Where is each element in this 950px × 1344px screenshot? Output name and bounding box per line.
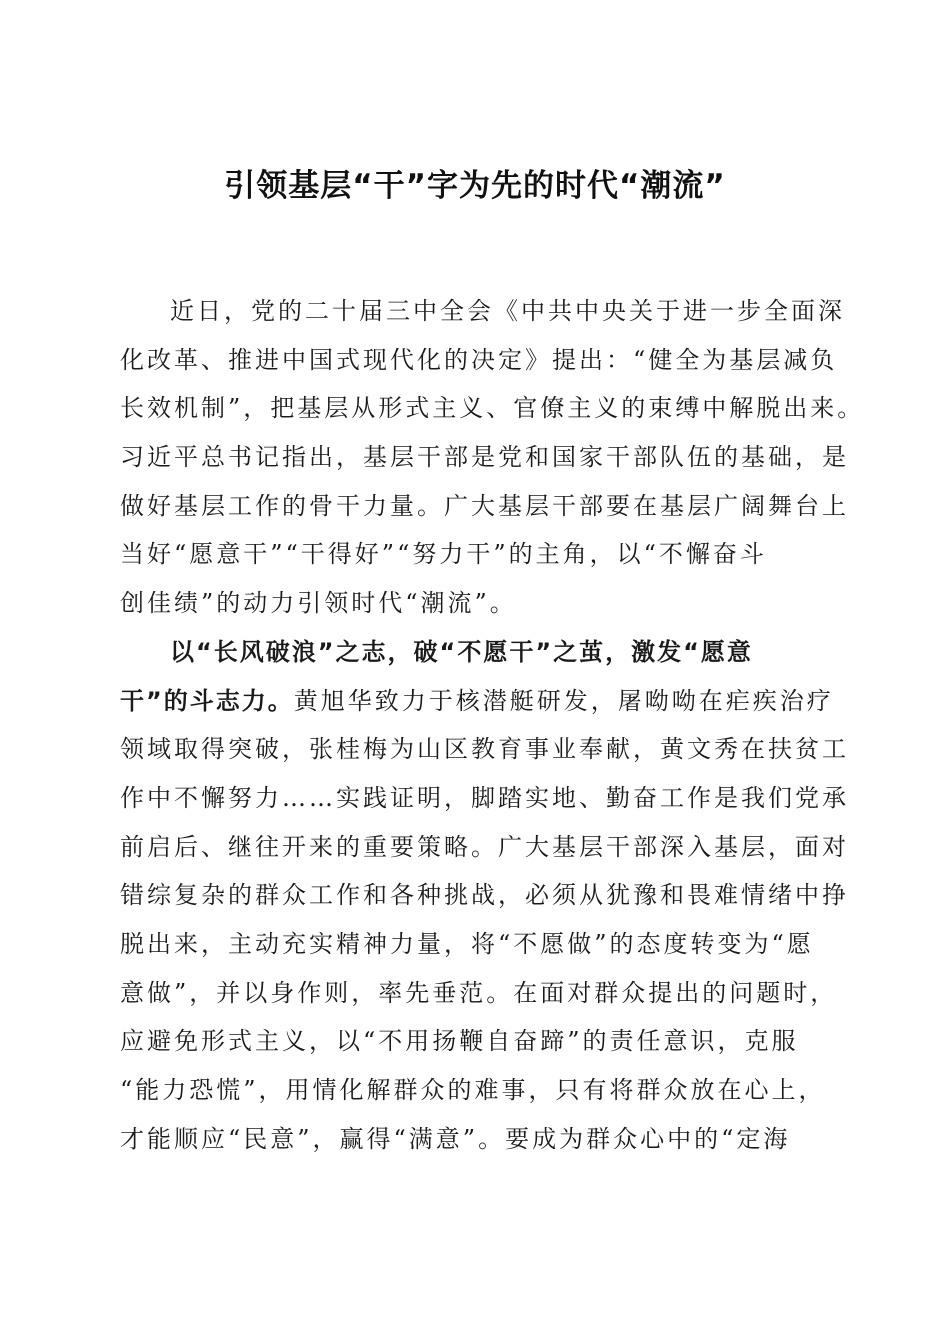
line-text: 意做”，并以身作则，率先垂范。在面对群众提出的问题时， [120, 978, 838, 1007]
line-text: 做好基层工作的骨干力量。广大基层干部要在基层广阔舞台上 [120, 491, 849, 520]
paragraph-line [120, 920, 832, 969]
line-text: 领域取得突破，张桂梅为山区教育事业奉献，黄文秀在扶贫工 [120, 735, 849, 764]
paragraph-line [120, 1066, 832, 1115]
section-heading-text: 以“长风破浪”之志，破“不愿干”之茧，激发“愿意 [170, 637, 753, 666]
paragraph-line [120, 969, 838, 1018]
paragraph-line [120, 384, 865, 433]
line-text: 近日，党的二十届三中全会《中共中央关于进一步全面深 [170, 297, 845, 325]
line-text: 才能顺应“民意”，赢得“满意”。要成为群众心中的“定海 [120, 1124, 791, 1153]
section-heading-text: 干”的斗志力。 [120, 686, 294, 715]
paragraph-line [120, 579, 832, 628]
paragraph-line [120, 482, 849, 531]
document-body [120, 287, 865, 1163]
line-text: 当好“愿意干”“干得好”“努力干”的主角，以“不懈奋斗 [120, 540, 767, 569]
paragraph-line [120, 823, 849, 872]
line-text: “能力恐慌”，用情化解群众的难事，只有将群众放在心上， [120, 1076, 826, 1104]
line-text: 创佳绩”的动力引领时代“潮流”。 [120, 589, 517, 618]
paragraph-line [120, 871, 849, 920]
line-text: 长效机制”，把基层从形式主义、官僚主义的束缚中解脱出来。 [120, 394, 865, 423]
line-text: 应避免形式主义，以“不用扬鞭自奋蹄”的责任意识，克服 [120, 1027, 799, 1056]
paragraph-line [120, 287, 845, 336]
section-heading-line [120, 628, 832, 677]
paragraph-line [120, 530, 832, 579]
paragraph-line [120, 433, 849, 482]
paragraph-line [120, 336, 838, 385]
paragraph-line [120, 677, 832, 726]
paragraph-line [120, 774, 849, 823]
line-text: 习近平总书记指出，基层干部是党和国家干部队伍的基础，是 [120, 443, 849, 472]
line-text: 错综复杂的群众工作和各种挑战，必须从犹豫和畏难情绪中挣 [120, 881, 849, 910]
document-title: 引领基层“干”字为先的时代“潮流” [224, 168, 726, 204]
paragraph-line [120, 1115, 832, 1164]
line-text: 前启后、继往开来的重要策略。广大基层干部深入基层，面对 [120, 832, 849, 861]
line-text: 作中不懈努力……实践证明，脚踏实地、勤奋工作是我们党承 [120, 783, 849, 812]
line-text: 化改革、推进中国式现代化的决定》提出：“健全为基层减负 [120, 345, 838, 374]
paragraph-line [120, 725, 849, 774]
line-text: 黄旭华致力于核潜艇研发，屠呦呦在疟疾治疗 [293, 686, 834, 715]
line-text: 脱出来，主动充实精神力量，将“不愿做”的态度转变为“愿 [120, 929, 814, 958]
paragraph-line [120, 1017, 832, 1066]
